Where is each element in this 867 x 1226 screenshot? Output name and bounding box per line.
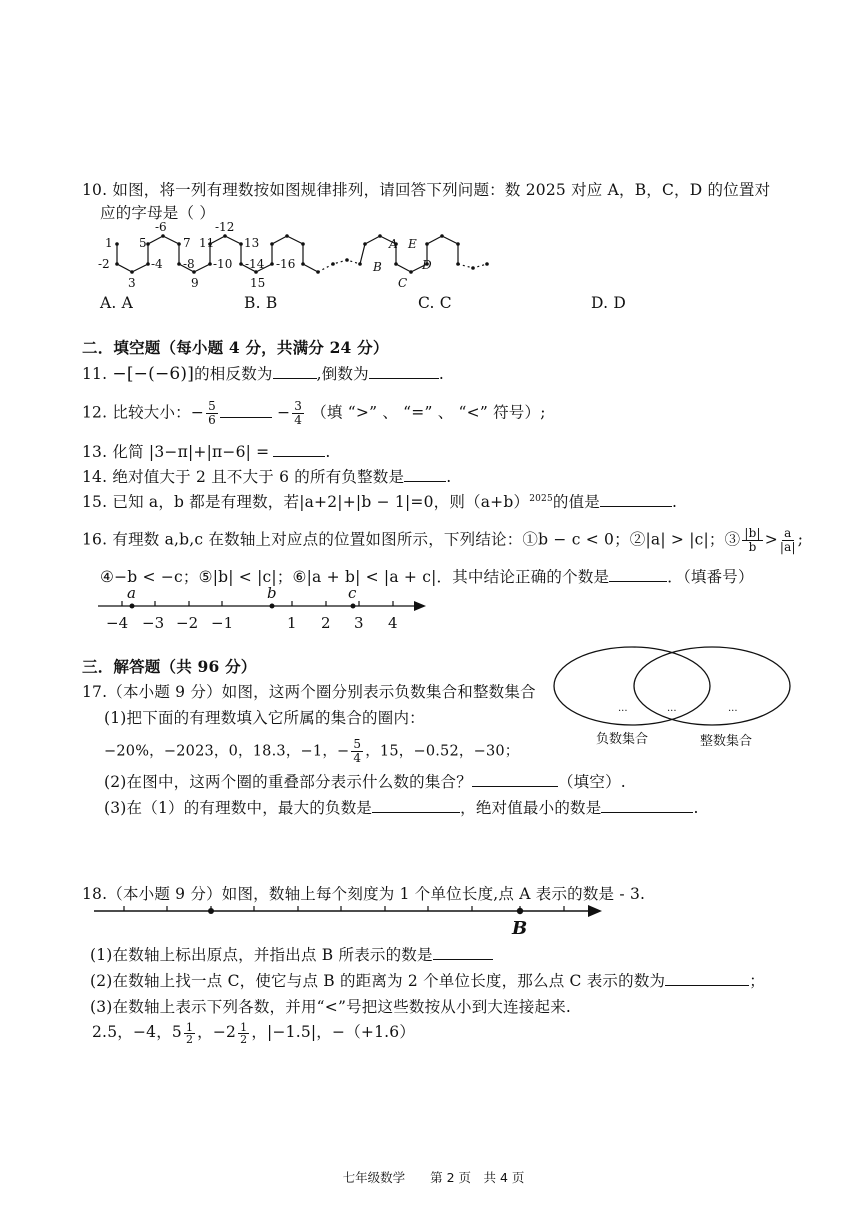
q16-tick-label: 1 [287,614,297,632]
q10-line2: 应的字母是（ ） [100,204,216,222]
q16-tick-label: −2 [176,614,199,632]
q12-f1-den: 6 [208,413,216,427]
q12-f1-sign: − [190,403,205,422]
q17-frac-num: 5 [353,737,362,751]
q17-blank-max-negative[interactable] [372,798,460,813]
q17-blank-overlap[interactable] [472,772,558,787]
q15-text: 15. 已知 a，b 都是有理数，若|a+2|+|b − 1|=0，则（a+b） [82,493,530,511]
q18-blank-b[interactable] [433,945,493,960]
page-footer: 七年级数学 第 2 页 共 4 页 [342,1170,525,1185]
q18-line4: (3)在数轴上表示下列各数，并用“<”号把这些数按从小到大连接起来. [90,998,572,1016]
q16-frac-a-den: |a| [779,540,796,554]
q12-f2-num: 3 [294,399,303,413]
q16-fraction-a [780,527,796,554]
pattern-label: E [408,237,417,251]
q17-fraction [351,738,363,765]
pattern-label: 3 [128,276,136,290]
q14-text: 14. 绝对值大于 2 且不大于 6 的所有负整数是 [82,468,405,486]
q17-numbers-a: −20%，−2023，0，18.3，−1， [104,743,338,760]
q16-tick-label: −3 [142,614,165,632]
q16-line1-text: 16. 有理数 a,b,c 在数轴上对应点的位置如图所示，下列结论：①b − c < 0；②|a| > |c|；③ [82,530,741,549]
q17-line4-end: . [693,799,699,817]
pattern-label: -12 [215,220,235,234]
q18-m1-den: 2 [185,1032,194,1046]
q17-frac-sign: − [337,743,350,760]
q12-f2-sign: − [277,403,291,422]
q16-frac-a-num: a [784,526,792,540]
venn-dots-right: ... [728,703,738,714]
q18-line2-text: (1)在数轴上标出原点，并指出点 B 所表示的数是 [90,946,433,964]
pattern-label: 5 [139,236,147,250]
q13-end: . [325,443,331,461]
q10-option-c[interactable]: C. C [418,294,452,312]
q18-line3-text: (2)在数轴上找一点 C，使它与点 B 的距离为 2 个单位长度，那么点 C 表示的数为 [90,972,666,990]
q15-end: . [672,493,678,511]
section3-title: 三．解答题（共 96 分） [82,657,257,676]
q18-mixed-1 [184,1022,195,1045]
section2-title: 二．填空题（每小题 4 分，共满分 24 分） [82,338,389,357]
q17-line2: (1)把下面的有理数填入它所属的集合的圈内： [104,709,425,727]
venn-negative-circle [554,647,710,725]
q14-end: . [446,468,452,486]
q13-text: 13. 化简 |3−π|+|π−6| = [82,443,270,461]
venn-left-label: 负数集合 [596,732,649,747]
q10-pattern-figure [95,220,505,292]
q12-hint: （填 “>” 、 “=” 、 “<” 符号）; [311,403,546,422]
q18-numbers-b: ，−2 [197,1023,237,1041]
q15 [82,490,677,512]
q11-blank-opposite[interactable] [273,364,317,379]
q11 [82,362,444,384]
q16-tick-label: −4 [106,614,129,632]
pattern-label: 11 [199,236,215,250]
q11-prefix: 11. [82,365,108,383]
q16-line2-end: ．（填番号） [667,568,754,586]
q18-line2 [90,943,493,965]
venn-integer-circle [634,647,790,725]
q17-line4-mid: ，绝对值最小的数是 [460,799,602,817]
q10-line1: 10. 如图，将一列有理数按如图规律排列，请回答下列问题：数 2025 对应 A，B，C，D 的位置对 [82,181,771,199]
q16-tick-label: −1 [211,614,234,632]
q17-venn-diagram [550,645,800,755]
q17-line3-end: （填空）. [557,773,626,791]
venn-dots-left: ... [618,703,628,714]
q12-prefix: 12. 比较大小： [82,403,191,422]
q18-numbers [92,1020,415,1045]
pattern-label: C [398,276,408,290]
pattern-label: 7 [183,236,191,250]
q15-exponent: 2025 [529,493,553,504]
venn-right-label: 整数集合 [700,734,753,749]
q18-blank-c[interactable] [665,971,749,986]
q16-frac-b-num: |b| [744,526,761,540]
q18-mixed-2 [238,1022,249,1045]
q18-m1-num: 1 [185,1020,194,1034]
q17-line4-text: (3)在（1）的有理数中，最大的负数是 [104,799,373,817]
pattern-label: 9 [191,276,199,290]
pattern-label: D [422,258,432,272]
q16-fraction-b [742,527,762,554]
q14-blank[interactable] [404,467,446,482]
q11-blank-reciprocal[interactable] [369,364,439,379]
q16-tick-label: 2 [321,614,331,632]
q12-f1-num: 5 [208,399,216,413]
pattern-label: A [389,237,398,251]
q17-blank-min-abs[interactable] [601,798,693,813]
q16-line1 [82,527,803,554]
q11-text-a: 的相反数为 [194,365,273,383]
q18-m2-den: 2 [240,1032,248,1046]
q14 [82,465,451,487]
q12-f2-den: 4 [294,413,303,427]
q15-blank[interactable] [600,492,672,507]
q16-semi: ; [797,530,804,549]
q17-line3 [104,770,626,792]
q17-numbers [104,738,520,765]
q17-frac-den: 4 [353,751,362,765]
q16-point-a: a [127,584,136,602]
q11-end: . [438,365,444,383]
venn-dots-middle: ... [667,703,677,714]
q12-fraction-1 [206,400,218,427]
q17-line4 [104,796,699,818]
q18-line1: 18.（本小题 9 分）如图，数轴上每个刻度为 1 个单位长度,点 A 表示的数是 - 3. [82,885,646,903]
pattern-label: -10 [213,257,233,271]
q10-option-a[interactable]: A. A [100,294,134,312]
pattern-label: 15 [250,276,266,290]
q16-frac-b-den: b [748,540,757,554]
q16-blank[interactable] [609,567,667,582]
q18-number-line [90,896,610,940]
pattern-label: -14 [245,257,265,271]
q18-line3 [90,969,765,991]
pattern-label: -2 [98,257,110,271]
q10-option-b[interactable]: B. B [244,294,278,312]
q15-text2: 的值是 [552,493,601,511]
q17-numbers-b: ，15，−0.52，−30； [365,743,520,760]
q16-gt: > [764,530,778,549]
pattern-label: 1 [105,236,113,250]
q13 [82,440,331,462]
q11-expr: −[−(−6)] [112,364,195,384]
q18-line3-end: ； [749,972,765,990]
pattern-label: -16 [276,257,296,271]
q16-line2-text: ④−b < −c；⑤|b| < |c|；⑥|a + b| < |a + c|．其中结论正确的个数是 [100,568,610,586]
q12-fraction-2 [292,400,304,427]
q12 [82,400,546,427]
q16-point-b: b [267,584,277,602]
q17-line3-text: (2)在图中，这两个圈的重叠部分表示什么数的集合？ [104,773,472,791]
q10-option-d[interactable]: D. D [591,294,626,312]
q18-m2-num: 1 [240,1020,248,1034]
q16-tick-label: 3 [354,614,364,632]
q13-blank[interactable] [273,442,325,457]
q18-numbers-a: 2.5，−4，5 [92,1023,182,1041]
q16-point-c: c [348,584,357,602]
q16-number-line [92,584,432,634]
q11-text-b: ,倒数为 [316,365,369,383]
pattern-label: -6 [155,220,167,234]
pattern-label: -8 [183,257,195,271]
q17-line1: 17.（本小题 9 分）如图，这两个圈分别表示负数集合和整数集合 [82,683,536,701]
pattern-label: 13 [244,236,260,250]
pattern-label: B [373,260,382,274]
q12-blank[interactable] [220,403,272,418]
q18-point-b: B [512,918,528,939]
q18-numbers-c: ，|−1.5|，−（+1.6） [251,1023,416,1041]
pattern-label: -4 [151,257,163,271]
q16-tick-label: 4 [388,614,398,632]
